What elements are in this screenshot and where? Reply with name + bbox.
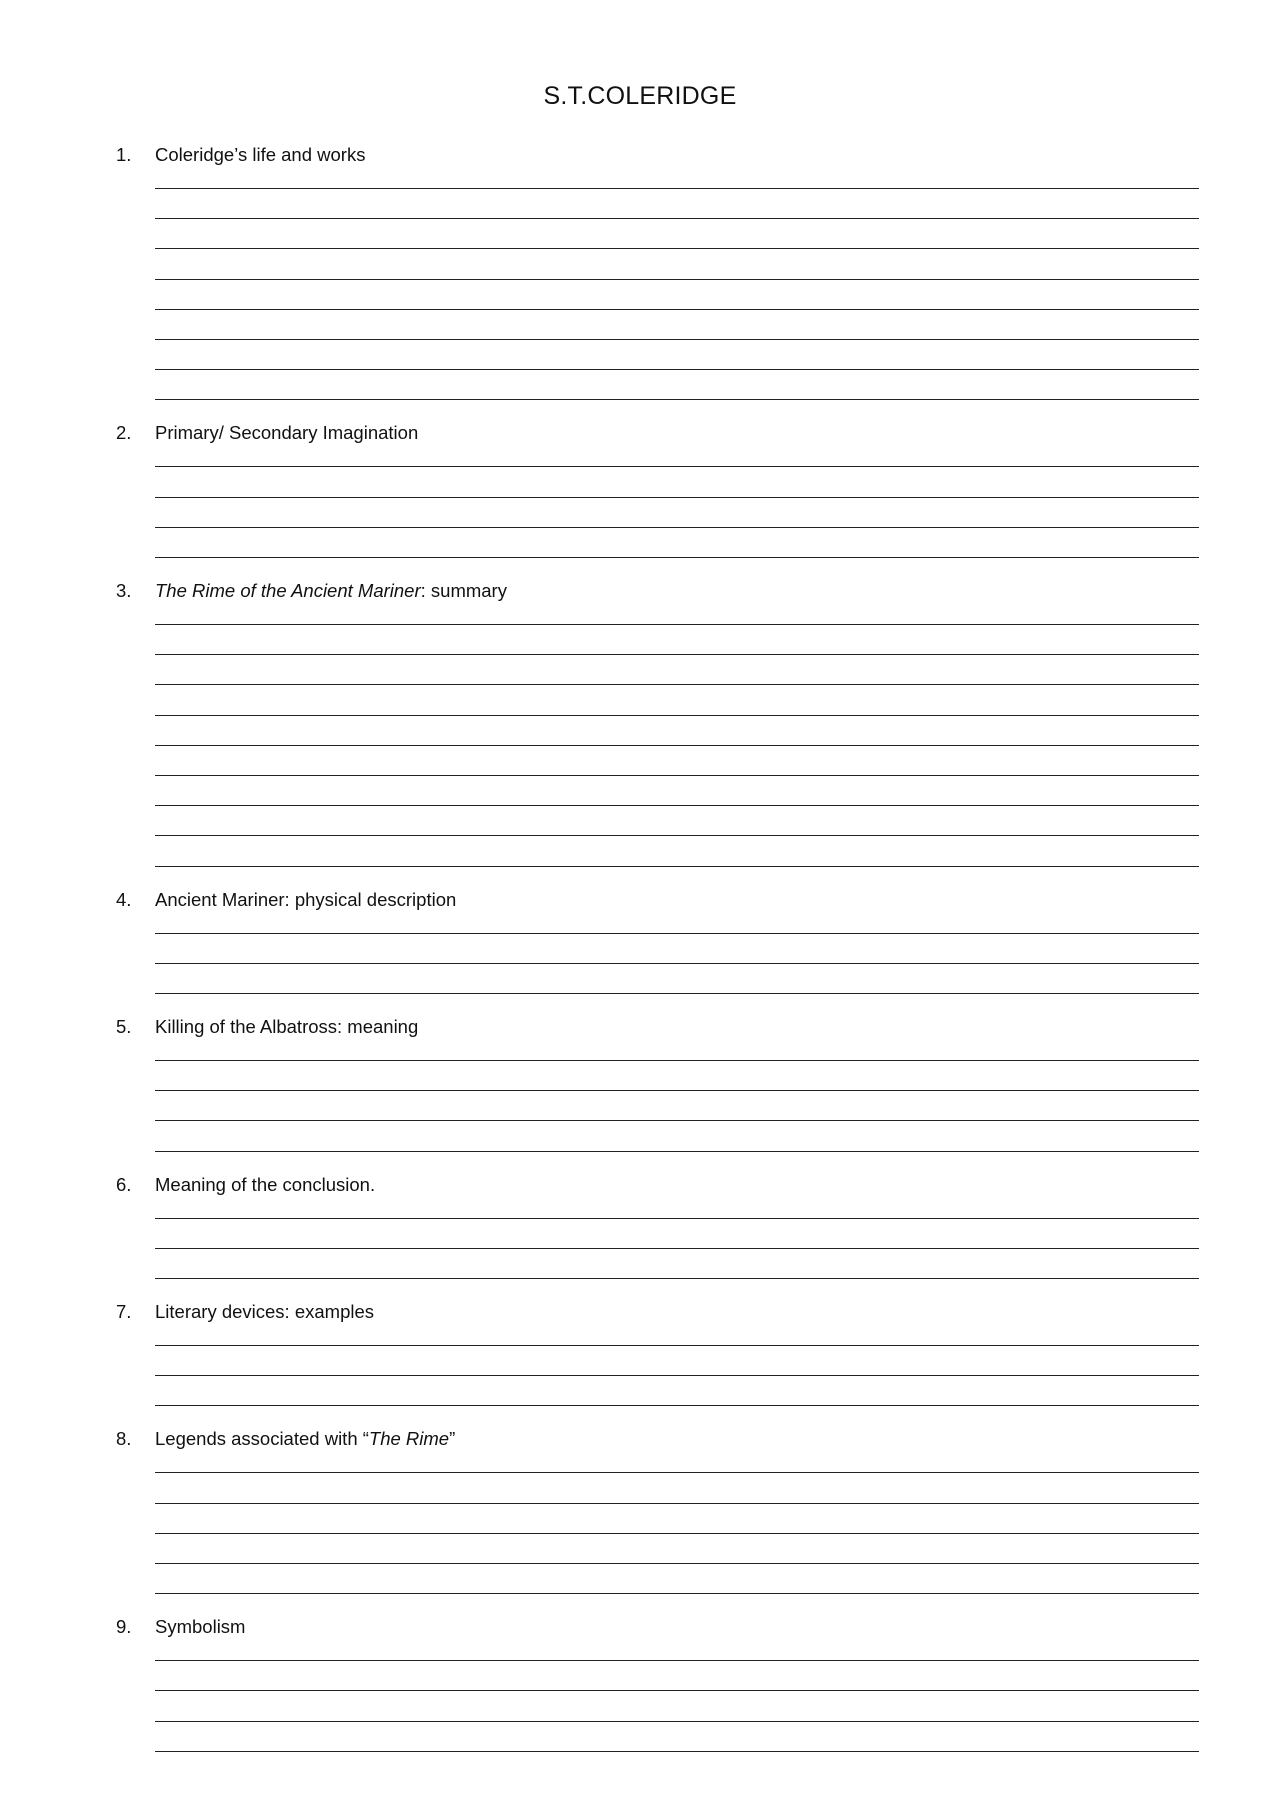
question-label <box>155 578 507 604</box>
answer-line[interactable] <box>155 1533 1199 1534</box>
answer-line[interactable] <box>155 1690 1199 1691</box>
answer-line[interactable] <box>155 497 1199 498</box>
question-label <box>155 1614 245 1640</box>
answer-line[interactable] <box>155 1151 1199 1152</box>
question-label-part: Ancient Mariner: physical description <box>155 888 457 910</box>
question-label <box>155 1299 374 1325</box>
answer-line[interactable] <box>155 835 1199 836</box>
answer-line[interactable] <box>155 557 1199 558</box>
answer-line[interactable] <box>155 309 1199 310</box>
answer-line[interactable] <box>155 1090 1199 1091</box>
question-number: 8. <box>116 1428 132 1450</box>
question-label-part: : summary <box>420 580 507 601</box>
answer-line[interactable] <box>155 1593 1199 1594</box>
answer-line[interactable] <box>155 527 1199 528</box>
question-label-part: Literary devices: examples <box>155 1301 375 1322</box>
answer-line[interactable] <box>155 805 1199 806</box>
document-title: S.T.COLERIDGE <box>543 82 737 110</box>
answer-line[interactable] <box>155 1345 1199 1346</box>
answer-line[interactable] <box>155 1248 1199 1249</box>
question-number: 1. <box>116 144 132 165</box>
question-number: 7. <box>116 1301 132 1322</box>
answer-line[interactable] <box>155 279 1199 280</box>
question-label-italic-part: The Rime of the Ancient Mariner <box>155 580 421 601</box>
answer-line[interactable] <box>155 745 1199 746</box>
answer-line[interactable] <box>155 1060 1199 1061</box>
question-label <box>155 1172 375 1198</box>
answer-line[interactable] <box>155 1472 1199 1473</box>
answer-line[interactable] <box>155 1218 1199 1219</box>
answer-line[interactable] <box>155 399 1199 400</box>
answer-line[interactable] <box>155 1120 1199 1121</box>
answer-line[interactable] <box>155 369 1199 370</box>
answer-line[interactable] <box>155 654 1199 655</box>
question-label-part: Symbolism <box>155 1616 246 1638</box>
question-label <box>155 1014 418 1040</box>
answer-line[interactable] <box>155 1660 1199 1661</box>
answer-line[interactable] <box>155 963 1199 964</box>
question-number: 6. <box>116 1173 132 1195</box>
answer-line[interactable] <box>155 248 1199 249</box>
answer-line[interactable] <box>155 1751 1199 1752</box>
answer-line[interactable] <box>155 466 1199 467</box>
question-label-italic-part: The Rime <box>368 1428 450 1450</box>
answer-line[interactable] <box>155 684 1199 685</box>
answer-line[interactable] <box>155 1563 1199 1564</box>
answer-line[interactable] <box>155 1721 1199 1722</box>
answer-line[interactable] <box>155 218 1199 219</box>
question-label-part: Legends associated with “ <box>155 1428 369 1450</box>
answer-line[interactable] <box>155 188 1199 189</box>
question-number: 4. <box>116 888 132 910</box>
question-label <box>155 142 365 168</box>
answer-line[interactable] <box>155 1278 1199 1279</box>
answer-line[interactable] <box>155 1405 1199 1406</box>
question-label-part: Meaning of the conclusion. <box>155 1173 376 1195</box>
question-number: 9. <box>116 1616 132 1638</box>
question-label-part: ” <box>449 1428 456 1450</box>
answer-line[interactable] <box>155 624 1199 625</box>
answer-line[interactable] <box>155 1503 1199 1504</box>
question-label-part: Coleridge’s life and works <box>155 144 366 165</box>
answer-line[interactable] <box>155 715 1199 716</box>
question-number: 2. <box>116 422 132 444</box>
question-number: 3. <box>116 580 132 601</box>
question-label <box>155 1426 455 1452</box>
answer-line[interactable] <box>155 1375 1199 1376</box>
question-label <box>155 887 456 913</box>
question-number: 5. <box>116 1016 132 1037</box>
answer-line[interactable] <box>155 993 1199 994</box>
question-label <box>155 420 418 446</box>
question-label-part: Killing of the Albatross: meaning <box>155 1016 419 1037</box>
answer-line[interactable] <box>155 775 1199 776</box>
answer-line[interactable] <box>155 866 1199 867</box>
answer-line[interactable] <box>155 339 1199 340</box>
answer-line[interactable] <box>155 933 1199 934</box>
question-label-part: Primary/ Secondary Imagination <box>155 422 419 444</box>
